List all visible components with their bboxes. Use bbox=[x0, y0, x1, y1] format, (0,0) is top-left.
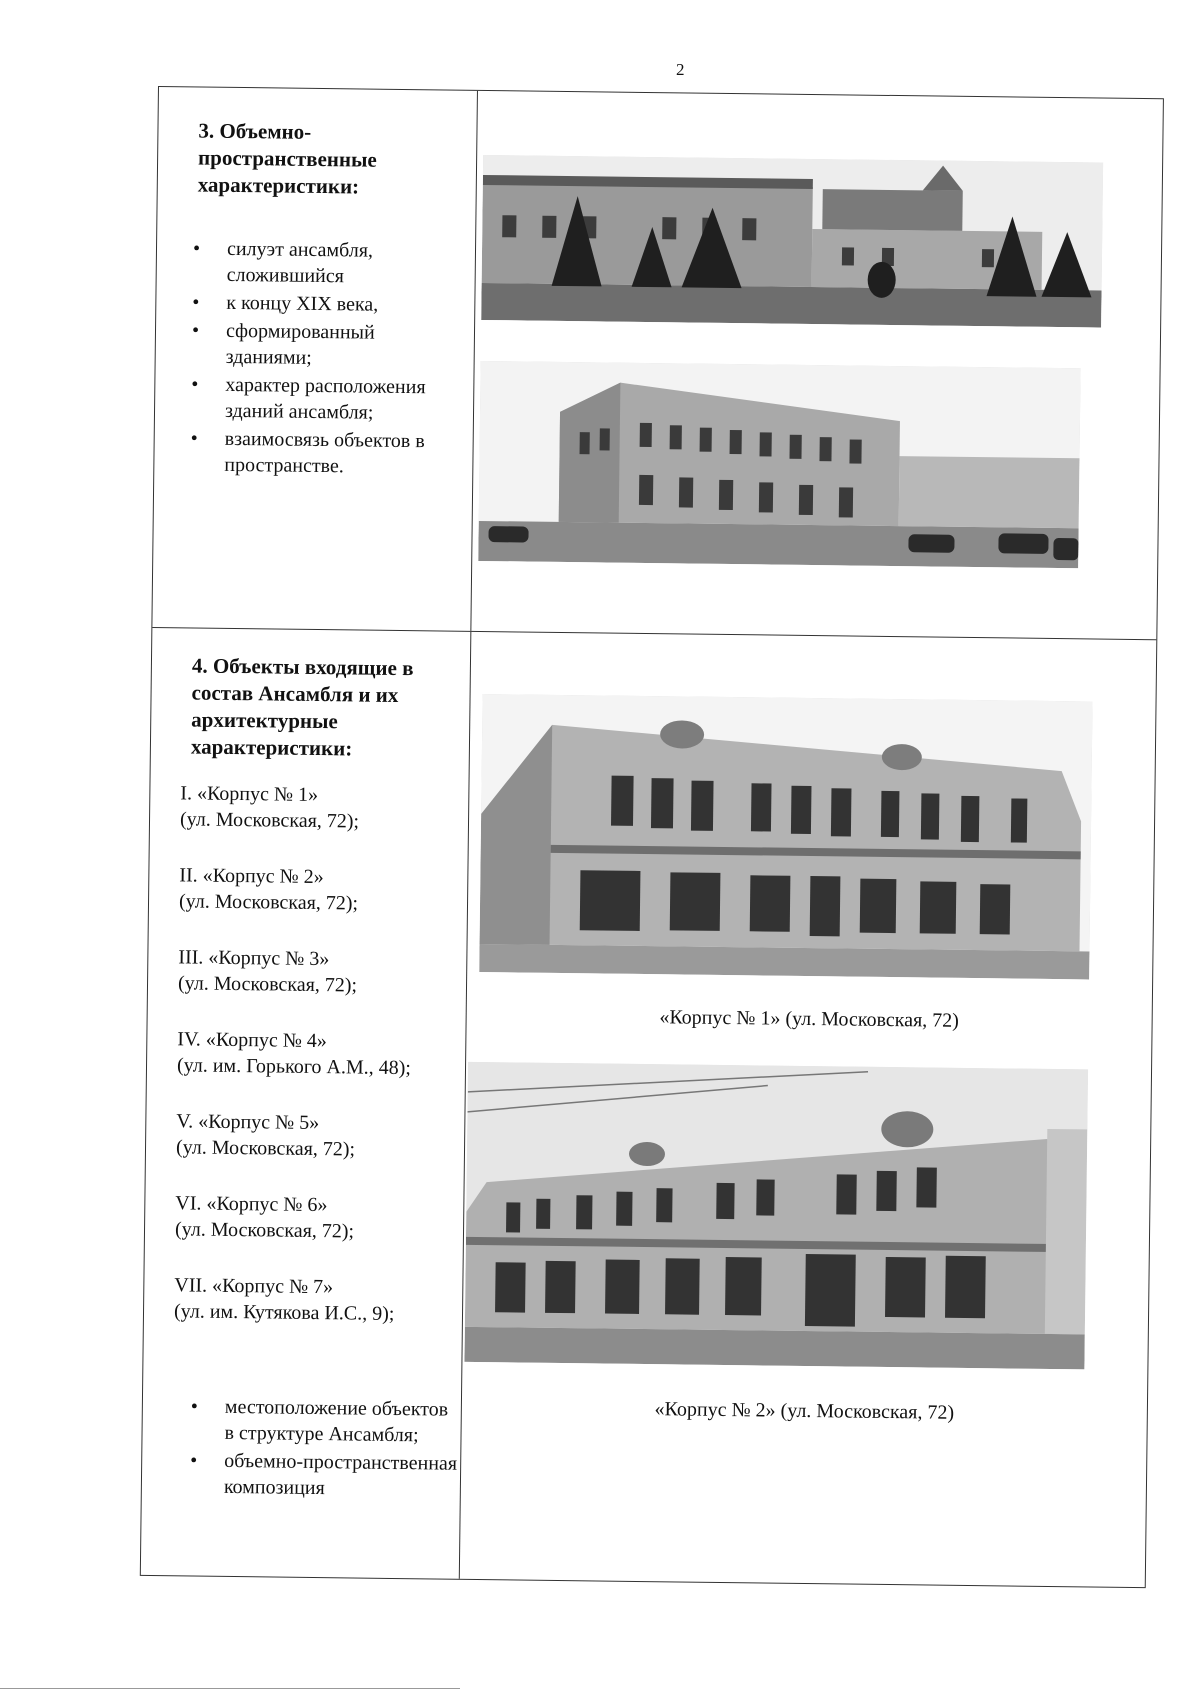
section3-text-cell bbox=[152, 87, 478, 631]
table-row bbox=[141, 628, 1156, 1587]
building-2-photo bbox=[464, 1062, 1088, 1370]
object-address: (ул. Московская, 72); bbox=[174, 1218, 355, 1243]
section4-text-cell bbox=[141, 628, 472, 1579]
ensemble-corner-view-photo bbox=[478, 361, 1080, 568]
object-address: (ул. Московская, 72); bbox=[175, 1136, 356, 1161]
list-item bbox=[178, 944, 469, 1000]
object-label: IV. «Корпус № 4» bbox=[177, 1028, 328, 1053]
object-address: (ул. им. Горького А.М., 48); bbox=[176, 1054, 412, 1080]
object-label: V. «Корпус № 5» bbox=[176, 1110, 320, 1135]
object-label: VII. «Корпус № 7» bbox=[174, 1274, 334, 1299]
ensemble-panorama-photo bbox=[481, 155, 1103, 328]
list-item: • характер расположения зданий ансамбля; bbox=[191, 371, 462, 426]
section4-photo-cell bbox=[460, 632, 1157, 1587]
object-label: VI. «Корпус № 6» bbox=[175, 1192, 328, 1217]
list-item bbox=[174, 1272, 465, 1328]
section3-bullet-list bbox=[190, 235, 463, 482]
list-item: • местоположение объектов в структуре Ансамбля; bbox=[190, 1394, 461, 1449]
page-edge-rule bbox=[0, 1688, 460, 1689]
object-label: I. «Корпус № 1» bbox=[180, 782, 319, 807]
page-number: 2 bbox=[676, 60, 685, 79]
list-item: • к концу XIX века, bbox=[192, 289, 462, 318]
section4-heading: 4. Объекты входящие в состав Ансамбля и их архитектурные характеристики: bbox=[190, 653, 414, 761]
list-item bbox=[180, 780, 471, 836]
list-item bbox=[176, 1108, 467, 1164]
object-address: (ул. Московская, 72); bbox=[179, 808, 360, 833]
list-item: • силуэт ансамбля, сложившийся bbox=[193, 235, 464, 290]
building-1-caption: «Корпус № 1» (ул. Московская, 72) bbox=[659, 1006, 960, 1032]
list-item: • сформированный зданиями; bbox=[192, 317, 463, 372]
object-address: (ул. Московская, 72); bbox=[177, 972, 358, 997]
list-item: • взаимосвязь объектов в пространстве. bbox=[190, 425, 461, 480]
object-label: III. «Корпус № 3» bbox=[178, 946, 330, 971]
list-item bbox=[177, 1026, 468, 1082]
section4-bullet-list bbox=[190, 1394, 461, 1505]
objects-list bbox=[174, 780, 471, 1358]
object-address: (ул. Московская, 72); bbox=[178, 890, 359, 915]
list-item bbox=[179, 862, 470, 918]
list-item: • объемно-пространственная композиция bbox=[190, 1447, 461, 1502]
object-label: II. «Корпус № 2» bbox=[179, 864, 324, 889]
table-row bbox=[152, 87, 1163, 640]
section3-photo-cell bbox=[471, 91, 1163, 639]
list-item bbox=[175, 1190, 466, 1246]
building-1-photo bbox=[479, 694, 1092, 979]
building-2-caption: «Корпус № 2» (ул. Московская, 72) bbox=[654, 1398, 955, 1424]
characteristics-table bbox=[140, 86, 1164, 1588]
section3-heading: 3. Объемно-пространственные характеристики: bbox=[197, 118, 377, 199]
object-address: (ул. им. Кутякова И.С., 9); bbox=[173, 1300, 395, 1325]
